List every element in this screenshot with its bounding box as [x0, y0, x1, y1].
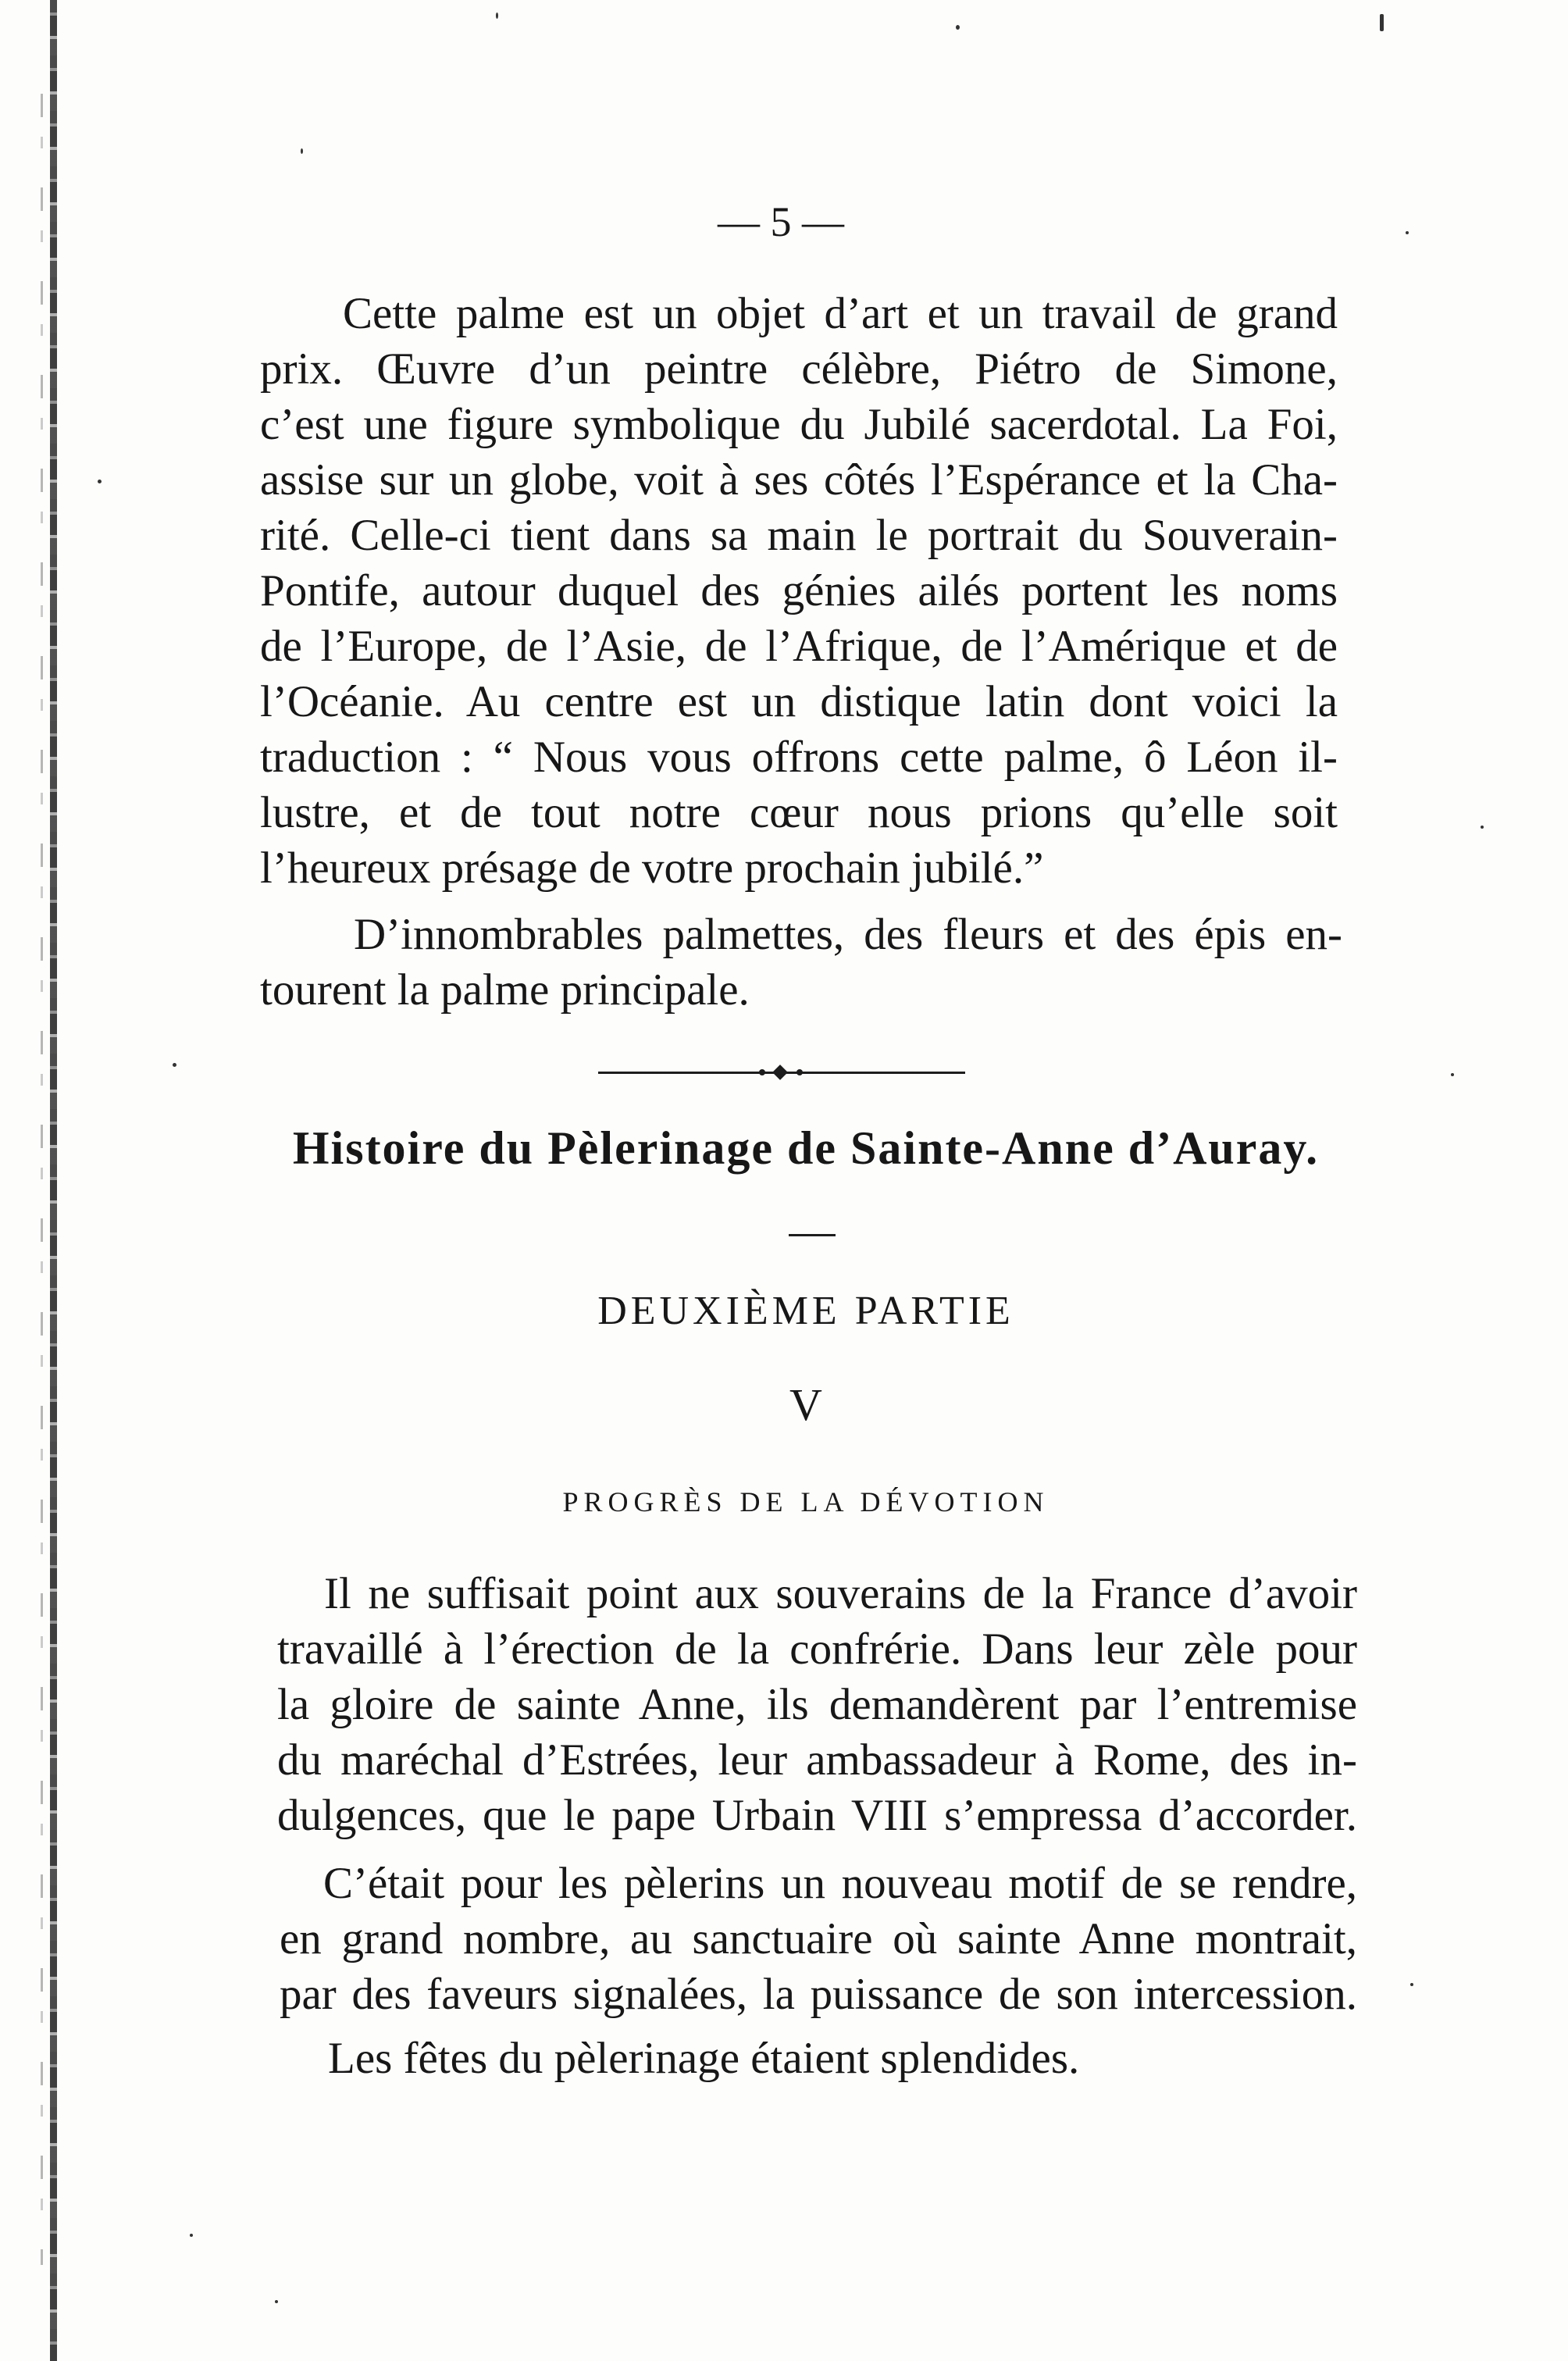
- scan-speck: [1380, 14, 1384, 31]
- text-line: C’était pour les pèlerins un nouveau motif de se rendre,: [323, 1859, 1357, 1908]
- text-line: dulgences, que le pape Urbain VIII s’empressa d’accorder.: [277, 1791, 1357, 1840]
- scan-speck: [1451, 1073, 1454, 1076]
- binding-edge-faint: [41, 94, 43, 2265]
- scan-speck: [956, 25, 960, 30]
- text-line: la gloire de sainte Anne, ils demandèrent par l’entremise: [277, 1680, 1357, 1729]
- text-line: tourent la palme principale.: [260, 965, 750, 1015]
- text-line: prix. Œuvre d’un peintre célèbre, Piétro de Simone,: [260, 344, 1338, 394]
- text-line: travaillé à l’érection de la confrérie. Dans leur zèle pour: [277, 1625, 1357, 1674]
- chapter-title: PROGRÈS DE LA DÉVOTION: [562, 1486, 1049, 1518]
- text-line: rité. Celle-ci tient dans sa main le portrait du Souverain-: [260, 511, 1338, 560]
- section-title: Histoire du Pèlerinage de Sainte-Anne d’Auray.: [292, 1122, 1320, 1174]
- part-title: DEUXIÈME PARTIE: [597, 1289, 1014, 1333]
- text-line: lustre, et de tout notre cœur nous prions qu’elle soit: [260, 788, 1338, 837]
- text-line: Cette palme est un objet d’art et un travail de grand: [343, 289, 1338, 338]
- ornamental-rule: [598, 1072, 965, 1074]
- heading-dash: [789, 1234, 836, 1236]
- rule-dot: [796, 1069, 803, 1075]
- text-line: de l’Europe, de l’Asie, de l’Afrique, de l’Amérique et de: [260, 622, 1338, 671]
- scan-speck: [496, 12, 498, 19]
- rule-diamond: [772, 1065, 788, 1080]
- intro-paragraph: [260, 907, 1342, 1018]
- text-line: c’est une figure symbolique du Jubilé sacerdotal. La Foi,: [260, 400, 1338, 449]
- text-line: l’Océanie. Au centre est un distique latin dont voici la: [260, 677, 1338, 726]
- text-line: l’heureux présage de votre prochain jubilé.”: [260, 843, 1044, 893]
- scan-speck: [301, 148, 303, 154]
- scan-speck: [98, 480, 102, 483]
- body-paragraph: [280, 1856, 1357, 2022]
- rule-dot: [759, 1069, 765, 1075]
- body-paragraph: [277, 1566, 1357, 1843]
- scan-speck: [1410, 1983, 1413, 1986]
- scan-speck: [1406, 231, 1409, 234]
- intro-paragraph: [260, 286, 1338, 896]
- page-number: — 5 —: [718, 198, 844, 245]
- scan-speck: [1481, 826, 1484, 829]
- binding-edge-shadow: [50, 0, 57, 2361]
- text-line: traduction : “ Nous vous offrons cette palme, ô Léon il-: [260, 733, 1338, 782]
- text-line: Il ne suffisait point aux souverains de la France d’avoir: [324, 1569, 1357, 1618]
- scan-speck: [173, 1063, 176, 1067]
- text-line: en grand nombre, au sanctuaire où sainte Anne montrait,: [280, 1914, 1357, 1963]
- text-line: Pontife, autour duquel des génies ailés portent les noms: [260, 566, 1338, 615]
- text-line: D’innombrables palmettes, des fleurs et des épis en-: [354, 910, 1342, 959]
- text-line: du maréchal d’Estrées, leur ambassadeur à Rome, des in-: [277, 1735, 1357, 1785]
- scan-speck: [275, 2300, 278, 2303]
- text-line: assise sur un globe, voit à ses côtés l’Espérance et la Cha-: [260, 455, 1338, 505]
- text-line: par des faveurs signalées, la puissance de son intercession.: [280, 1970, 1357, 2019]
- scan-speck: [190, 2234, 193, 2237]
- body-paragraph: [280, 2031, 1357, 2086]
- text-line: Les fêtes du pèlerinage étaient splendides.: [328, 2034, 1080, 2083]
- chapter-number: V: [789, 1379, 822, 1430]
